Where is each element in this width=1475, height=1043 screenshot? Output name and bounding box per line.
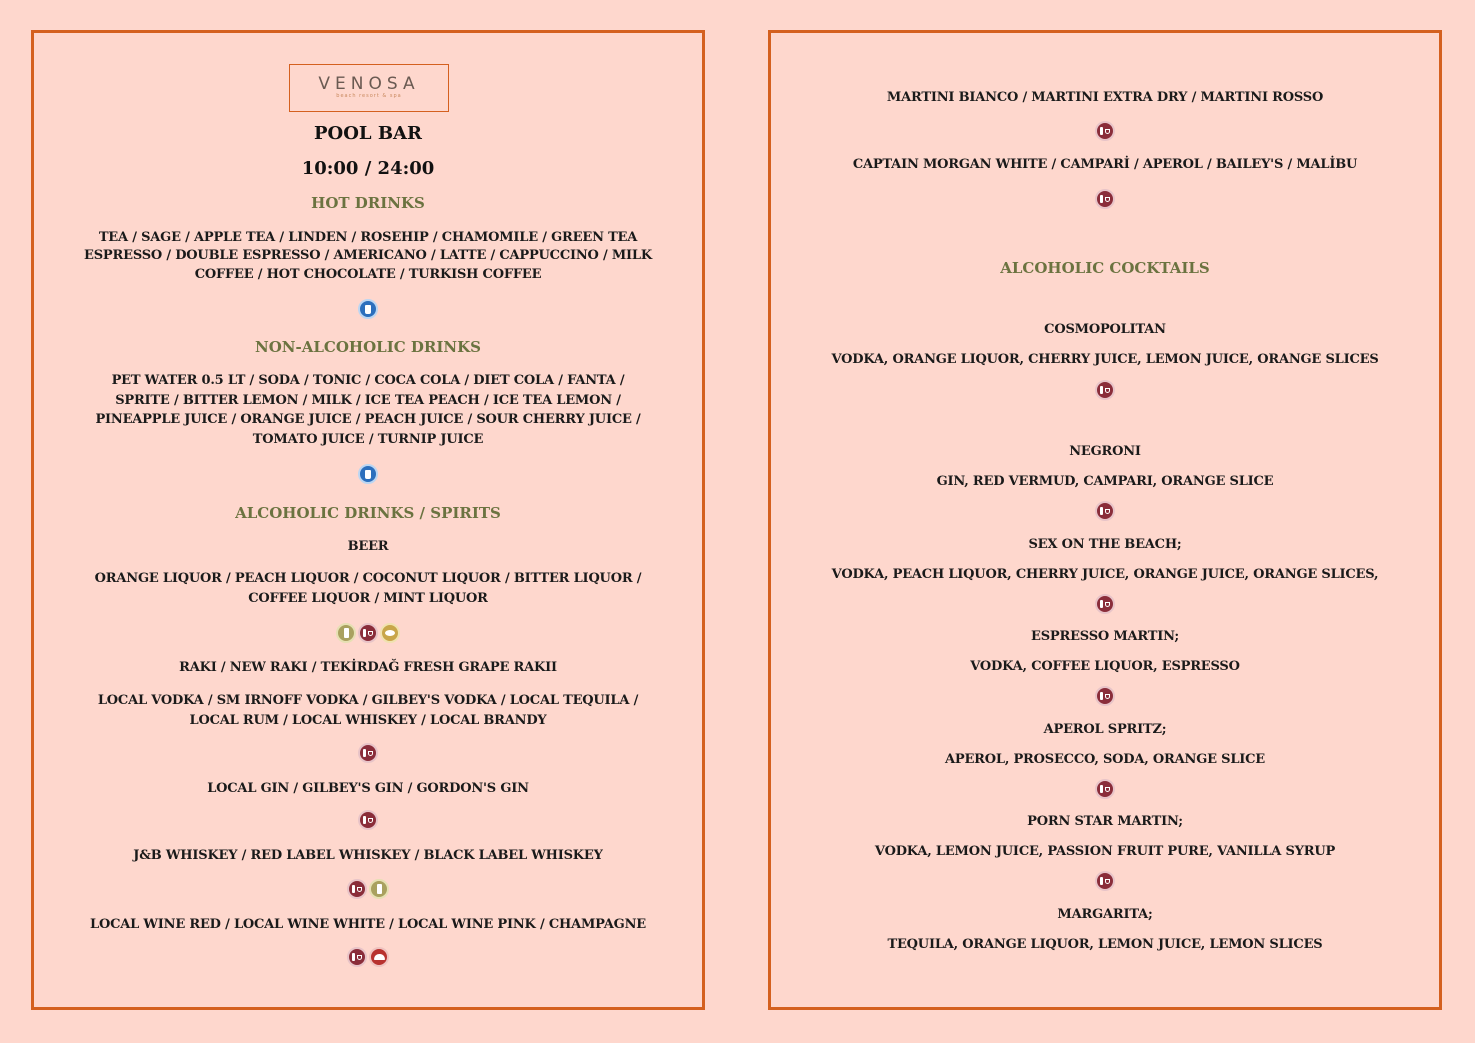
hot-drinks-line-3: COFFEE / HOT CHOCOLATE / TURKISH COFFEE bbox=[194, 267, 542, 282]
snack-icon bbox=[380, 623, 400, 643]
right-menu-page bbox=[768, 30, 1442, 1010]
hot-drinks-line-2: ESPRESSO / DOUBLE ESPRESSO / AMERICANO / LATTE / CAPPUCCINO / MILK bbox=[84, 248, 652, 263]
hot-drinks-heading: HOT DRINKS bbox=[311, 194, 425, 212]
wine-glass-icon bbox=[347, 879, 367, 899]
wine-glass-icon bbox=[1095, 380, 1115, 400]
wine-glass-icon bbox=[1095, 501, 1115, 521]
hot-cup-icon bbox=[358, 299, 378, 319]
cocktail-ingredients: APEROL, PROSECCO, SODA, ORANGE SLICE bbox=[944, 752, 1266, 767]
opening-hours: 10:00 / 24:00 bbox=[301, 158, 435, 179]
cocktail-icons bbox=[771, 779, 1439, 801]
dome-icon bbox=[369, 947, 389, 967]
wine-glass-icon bbox=[358, 623, 378, 643]
wine-glass-icon bbox=[1095, 594, 1115, 614]
wine-glass-icon bbox=[1095, 121, 1115, 141]
wine-list: LOCAL WINE RED / LOCAL WINE WHITE / LOCAL WINE PINK / CHAMPAGNE bbox=[90, 917, 646, 932]
bar-title: POOL BAR bbox=[314, 123, 422, 144]
beer-icon bbox=[336, 623, 356, 643]
logo-subtitle: beach resort & spa bbox=[336, 93, 402, 99]
spirits-heading: ALCOHOLIC DRINKS / SPIRITS bbox=[235, 504, 501, 522]
cocktail-name: SEX ON THE BEACH; bbox=[1028, 537, 1182, 552]
beer-icon bbox=[369, 879, 389, 899]
cocktail-ingredients: GIN, RED VERMUD, CAMPARI, ORANGE SLICE bbox=[936, 474, 1274, 489]
non-alcoholic-heading: NON-ALCOHOLIC DRINKS bbox=[255, 338, 481, 356]
captain-icons bbox=[771, 189, 1439, 211]
cold-cup-icon bbox=[358, 464, 378, 484]
hot-drinks-icons bbox=[34, 299, 702, 321]
wine-glass-icon bbox=[1095, 871, 1115, 891]
captain-list: CAPTAIN MORGAN WHITE / CAMPARİ / APEROL / BAILEY'S / MALİBU bbox=[852, 157, 1358, 172]
venosa-logo bbox=[289, 64, 449, 112]
left-menu-page bbox=[31, 30, 705, 1010]
cocktail-name: NEGRONI bbox=[1069, 444, 1141, 459]
non-alcoholic-icons bbox=[34, 464, 702, 486]
cocktail-name: ESPRESSO MARTIN; bbox=[1031, 629, 1179, 644]
cocktail-name: COSMOPOLITAN bbox=[1044, 322, 1166, 337]
martini-list: MARTINI BIANCO / MARTINI EXTRA DRY / MARTINI ROSSO bbox=[886, 90, 1324, 105]
non-alcoholic-list: PET WATER 0.5 LT / SODA / TONIC / COCA COLA / DIET COLA / FANTA / SPRITE / BITTER LEMON / MILK / ICE TEA PEACH / ICE TEA LEMON / PINEAPPLE JUICE / ORANGE JUICE / PEACH JUICE / SOUR CHERRY JUICE / TOMATO JUICE / TURNIP JUICE bbox=[95, 373, 641, 447]
cocktail-ingredients: VODKA, COFFEE LIQUOR, ESPRESSO bbox=[970, 659, 1240, 674]
logo-word: VENOSA bbox=[318, 74, 420, 94]
cocktail-icons bbox=[771, 686, 1439, 708]
wine-glass-icon bbox=[358, 743, 378, 763]
wine-glass-icon bbox=[1095, 189, 1115, 209]
wine-icons bbox=[34, 947, 702, 969]
cocktail-name: APEROL SPRITZ; bbox=[1043, 722, 1167, 737]
whiskey-list: J&B WHISKEY / RED LABEL WHISKEY / BLACK LABEL WHISKEY bbox=[133, 848, 603, 863]
wine-glass-icon bbox=[358, 810, 378, 830]
martini-icons bbox=[771, 121, 1439, 143]
cocktail-icons bbox=[771, 501, 1439, 523]
gin-list: LOCAL GIN / GILBEY'S GIN / GORDON'S GIN bbox=[207, 781, 529, 796]
gin-icons bbox=[34, 810, 702, 832]
cocktail-icons bbox=[771, 594, 1439, 616]
vodka-list: LOCAL VODKA / SM IRNOFF VODKA / GILBEY'S VODKA / LOCAL TEQUILA / LOCAL RUM / LOCAL WHISKEY / LOCAL BRANDY bbox=[97, 693, 639, 728]
cocktail-ingredients: TEQUILA, ORANGE LIQUOR, LEMON JUICE, LEMON SLICES bbox=[887, 937, 1323, 952]
beer-item: BEER bbox=[347, 539, 389, 554]
cocktail-ingredients: VODKA, PEACH LIQUOR, CHERRY JUICE, ORANGE JUICE, ORANGE SLICES, bbox=[831, 567, 1379, 582]
wine-glass-icon bbox=[1095, 779, 1115, 799]
cocktail-icons bbox=[771, 380, 1439, 402]
cocktail-icons bbox=[771, 871, 1439, 893]
liquor-list: ORANGE LIQUOR / PEACH LIQUOR / COCONUT LIQUOR / BITTER LIQUOR / COFFEE LIQUOR / MINT LIQUOR bbox=[94, 571, 642, 606]
whiskey-icons bbox=[34, 879, 702, 901]
cocktails-heading: ALCOHOLIC COCKTAILS bbox=[1000, 259, 1210, 277]
raki-list: RAKI / NEW RAKI / TEKİRDAĞ FRESH GRAPE RAKII bbox=[179, 660, 557, 675]
liquor-icons bbox=[34, 623, 702, 645]
cocktail-name: PORN STAR MARTIN; bbox=[1027, 814, 1183, 829]
wine-glass-icon bbox=[347, 947, 367, 967]
vodka-icons bbox=[34, 743, 702, 765]
hot-drinks-line-1: TEA / SAGE / APPLE TEA / LINDEN / ROSEHIP / CHAMOMILE / GREEN TEA bbox=[98, 230, 638, 245]
wine-glass-icon bbox=[1095, 686, 1115, 706]
cocktail-ingredients: VODKA, ORANGE LIQUOR, CHERRY JUICE, LEMON JUICE, ORANGE SLICES bbox=[831, 352, 1379, 367]
cocktail-name: MARGARITA; bbox=[1057, 907, 1153, 922]
cocktail-ingredients: VODKA, LEMON JUICE, PASSION FRUIT PURE, VANILLA SYRUP bbox=[874, 844, 1336, 859]
